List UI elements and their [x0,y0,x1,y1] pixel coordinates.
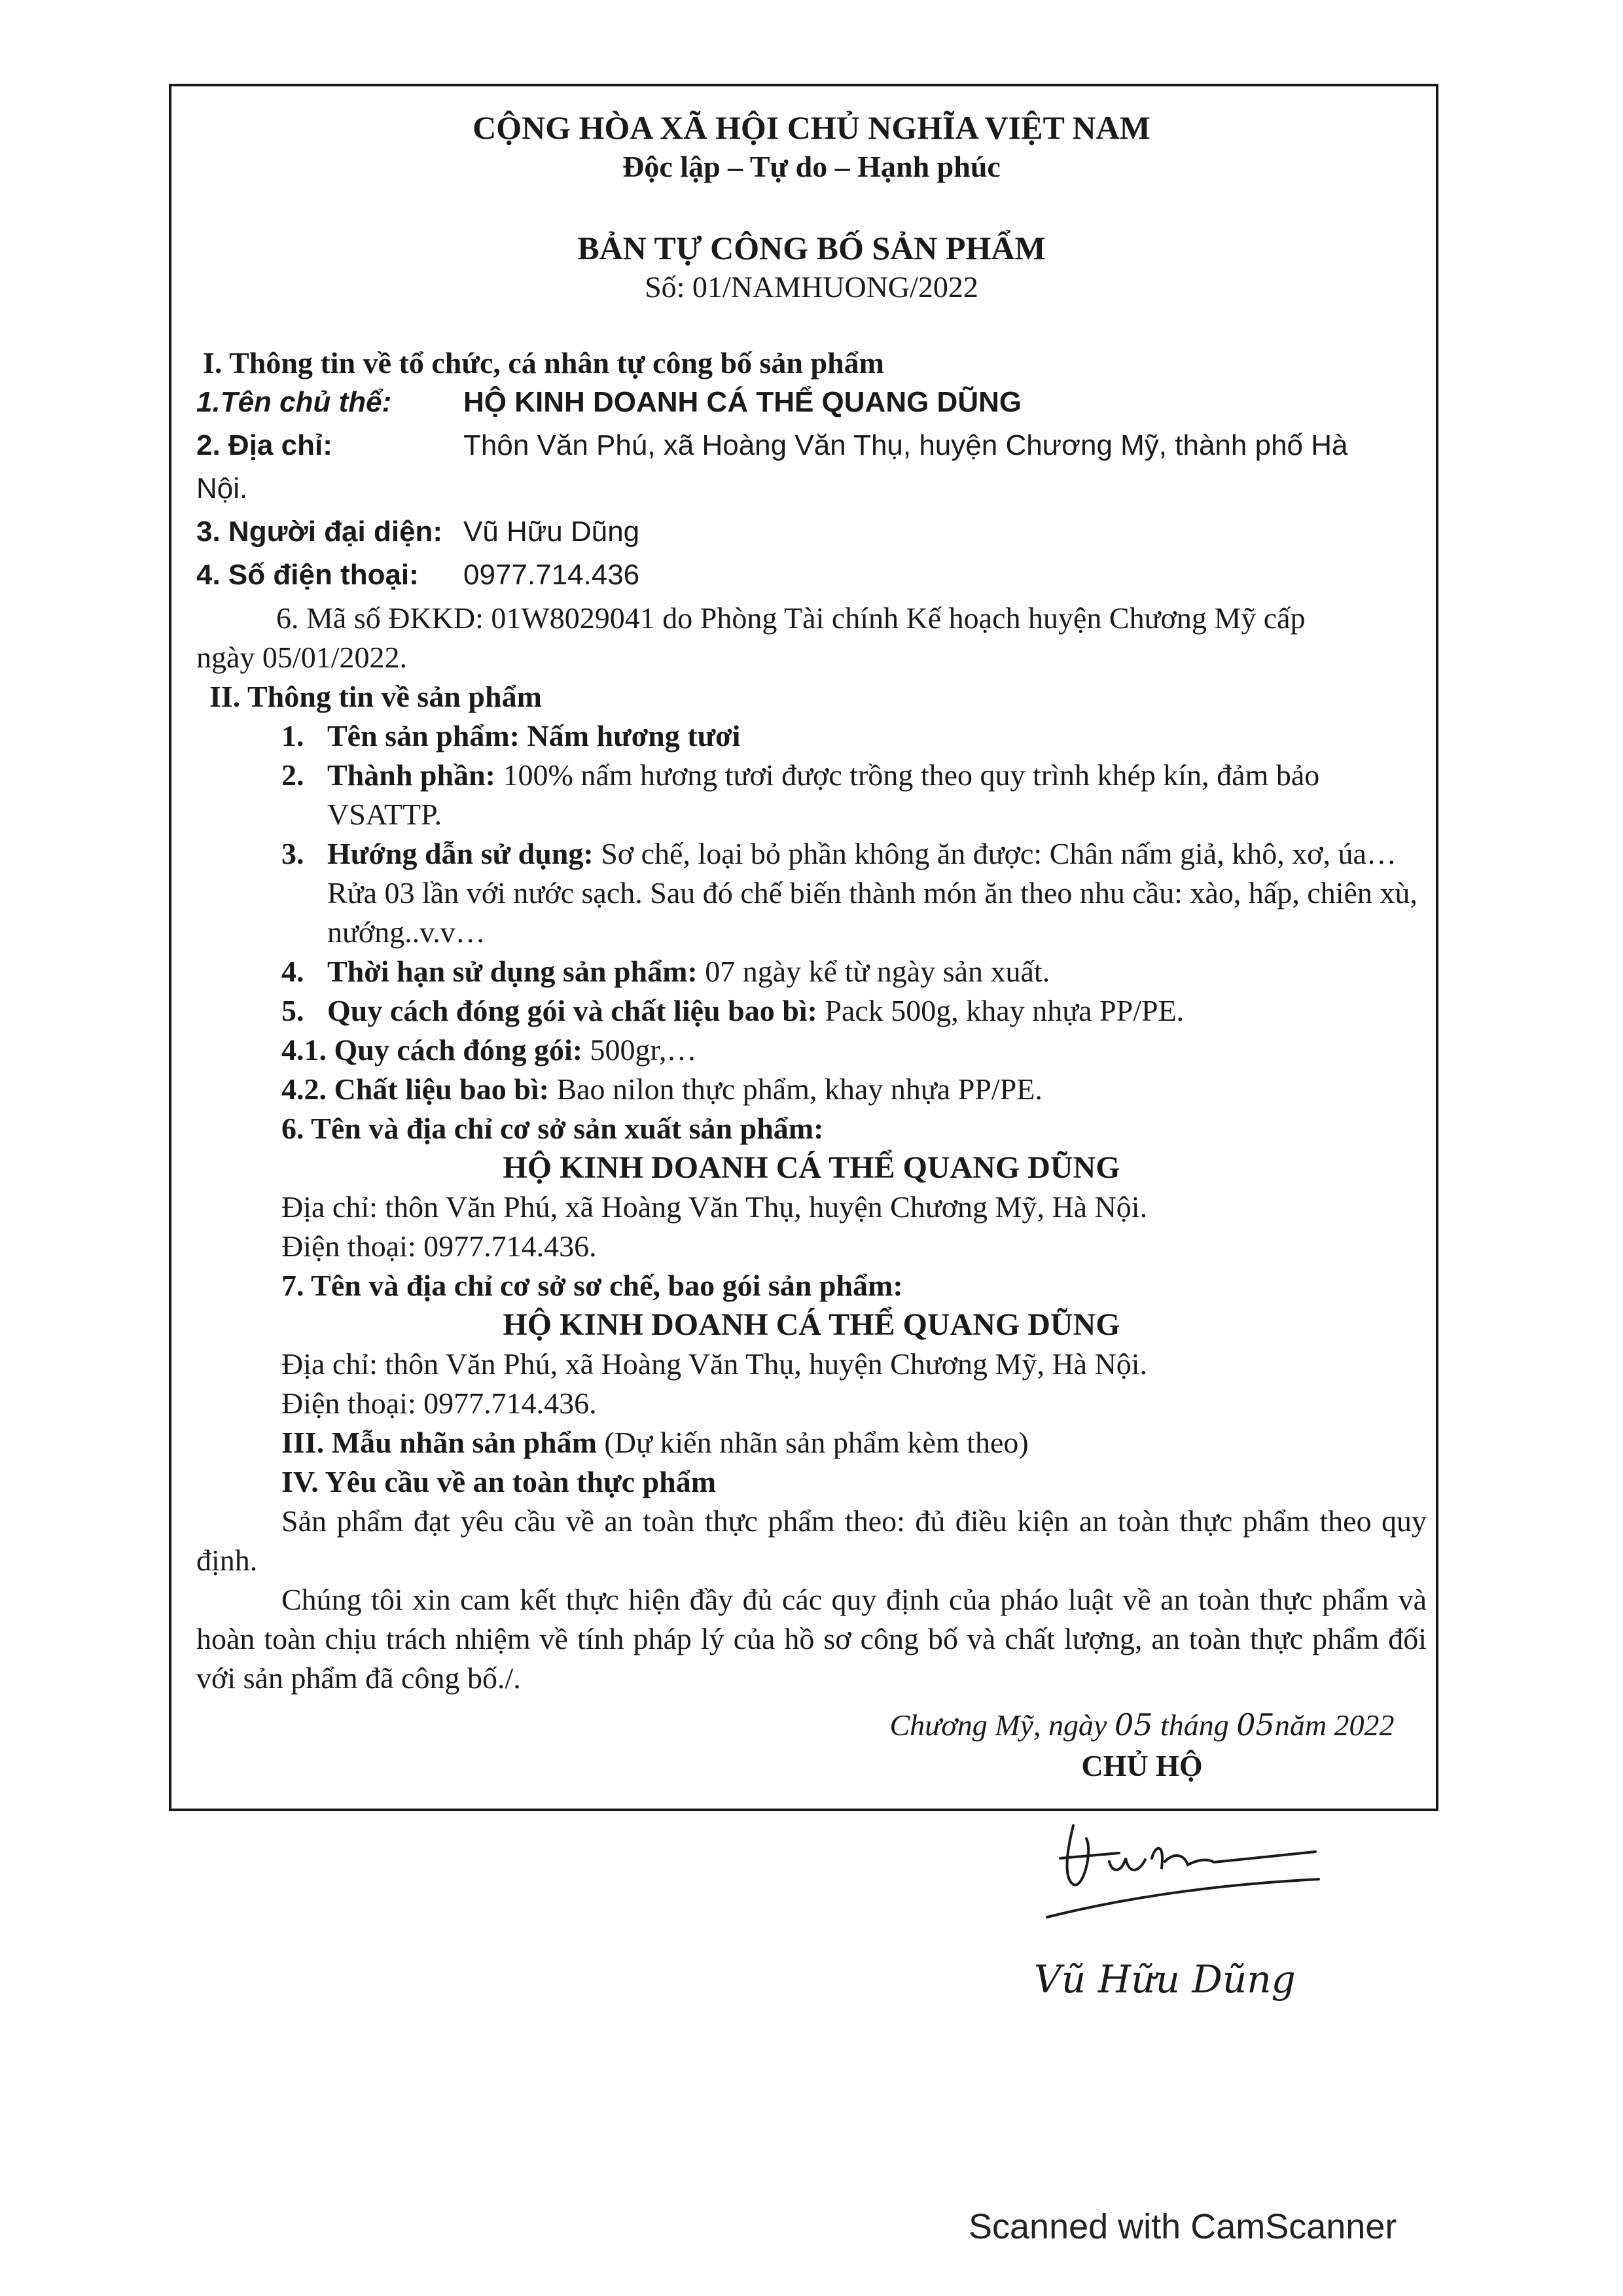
representative-row [196,512,1427,556]
section3-note: (Dự kiến nhãn sản phẩm kèm theo) [596,1426,1029,1459]
item-number: 3. [281,837,304,870]
list-item [281,756,1427,834]
item-text: 100% nấm hương tươi được trồng theo quy trình khép kín, đảm bảo VSATTP. [327,758,1320,831]
material-label: 4.2. Chất liệu bao bì: [281,1072,549,1106]
phone-label: 4. Số điện thoại: [196,559,419,591]
scanner-watermark: Scanned with CamScanner [969,2207,1397,2246]
packing-spec [196,1031,1427,1070]
owner-row [196,383,1427,426]
business-registration: 6. Mã số ĐKKD: 01W8029041 do Phòng Tài chính Kế hoạch huyện Chương Mỹ cấp [276,601,1306,635]
phone-value: 0977.714.436 [463,559,640,591]
handwritten-name [1027,1947,1296,2019]
month-word: tháng [1152,1708,1237,1742]
phone-row [196,556,1427,599]
commitment-paragraph: Chúng tôi xin cam kết thực hiện đầy đủ các quy định của pháo luật về an toàn thực phẩm và hoàn toàn chịu trách nhiệm về tính pháp lý của hồ sơ công bố và chất lượng, an toàn thực phẩm đối với sản phẩm đã công bố./. [196,1583,1427,1695]
safety-paragraph: Sản phẩm đạt yêu cầu về an toàn thực phẩm theo: đủ điều kiện an toàn thực phẩm theo quy định. [196,1504,1427,1577]
item-label: Thời hạn sử dụng sản phẩm: [327,955,698,988]
address-value: Thôn Văn Phú, xã Hoàng Văn Thụ, huyện Chương Mỹ, thành phố Hà [463,429,1348,461]
item-label: Quy cách đóng gói và chất liệu bao bì: [327,994,817,1027]
item-number: 5. [281,994,304,1027]
list-item [281,716,1427,756]
document-body [196,108,1427,1698]
packing-value: 500gr,… [582,1033,697,1067]
document-title: BẢN TỰ CÔNG BỐ SẢN PHẨM [577,230,1046,266]
signature-scribble [1047,1812,1322,1924]
address-continued: Nội. [196,472,248,504]
item-label: Tên sản phẩm: [327,719,520,752]
section3-line [196,1423,1427,1462]
country-heading: CỘNG HÒA XÃ HỘI CHỦ NGHĨA VIỆT NAM [473,109,1150,146]
signatory-title: CHỦ HỘ [1081,1749,1203,1782]
item-number: 1. [281,719,304,752]
packer-phone: Điện thoại: 0977.714.436. [281,1386,597,1420]
address-label: 2. Địa chỉ: [196,429,332,461]
producer-name: HỘ KINH DOANH CÁ THỂ QUANG DŨNG [503,1150,1120,1185]
packer-name: HỘ KINH DOANH CÁ THỂ QUANG DŨNG [503,1307,1120,1342]
list-item [281,991,1427,1031]
owner-value: HỘ KINH DOANH CÁ THỂ QUANG DŨNG [463,386,1022,418]
motto: Độc lập – Tự do – Hạnh phúc [622,150,1001,183]
handwritten-day: 05 [1114,1707,1153,1742]
list-item [281,952,1427,991]
packer-address: Địa chỉ: thôn Văn Phú, xã Hoàng Văn Thụ, huyện Chương Mỹ, Hà Nội. [281,1347,1148,1381]
producer-address: Địa chỉ: thôn Văn Phú, xã Hoàng Văn Thụ, huyện Chương Mỹ, Hà Nội. [281,1190,1148,1224]
item-label: Hướng dẫn sử dụng: [327,837,594,870]
document-number: Số: 01/NAMHUONG/2022 [645,270,978,304]
section3-heading: III. Mẫu nhãn sản phẩm [281,1426,597,1459]
year-part: năm 2022 [1274,1708,1395,1742]
product-items [196,716,1427,1031]
section4-heading: IV. Yêu cầu về an toàn thực phẩm [281,1465,717,1498]
place-date [854,1704,1430,1746]
packer-heading: 7. Tên và địa chỉ cơ sở sơ chế, bao gói sản phẩm: [281,1269,903,1302]
owner-label: 1.Tên chủ thể: [196,386,392,418]
producer-heading: 6. Tên và địa chỉ cơ sở sản xuất sản phẩm: [281,1112,824,1145]
representative-value: Vũ Hữu Dũng [463,516,640,548]
address-row [196,426,1427,469]
place-date-prefix: Chương Mỹ, ngày [889,1708,1115,1742]
material-value: Bao nilon thực phẩm, khay nhựa PP/PE. [548,1072,1043,1106]
material-spec [196,1070,1427,1109]
item-text: Pack 500g, khay nhựa PP/PE. [817,994,1185,1027]
handwritten-month: 05 [1236,1707,1275,1742]
list-item [281,834,1427,952]
handwritten-name-text: Vũ Hữu Dũng [1034,1957,1296,2002]
signature-block [854,1704,1430,1786]
item-number: 4. [281,955,304,988]
item-text: Sơ chế, loại bỏ phần không ăn được: Chân nấm giả, khô, xơ, úa… Rửa 03 lần với nước sạch. Sau đó chế biến thành món ăn theo nhu cầu: xào, hấp, chiên xù, nướng..v.v… [327,837,1418,949]
producer-phone: Điện thoại: 0977.714.436. [281,1229,597,1263]
registration-date: ngày 05/01/2022. [196,641,407,674]
packing-label: 4.1. Quy cách đóng gói: [281,1033,583,1067]
item-label: Thành phần: [327,758,495,792]
representative-label: 3. Người đại diện: [196,516,443,548]
section1-heading: I. Thông tin về tổ chức, cá nhân tự công bố sản phẩm [203,346,884,380]
item-text: 07 ngày kể từ ngày sản xuất. [697,955,1050,988]
section2-heading: II. Thông tin về sản phẩm [209,680,542,713]
item-text: Nấm hương tươi [519,719,741,752]
item-number: 2. [281,758,304,792]
